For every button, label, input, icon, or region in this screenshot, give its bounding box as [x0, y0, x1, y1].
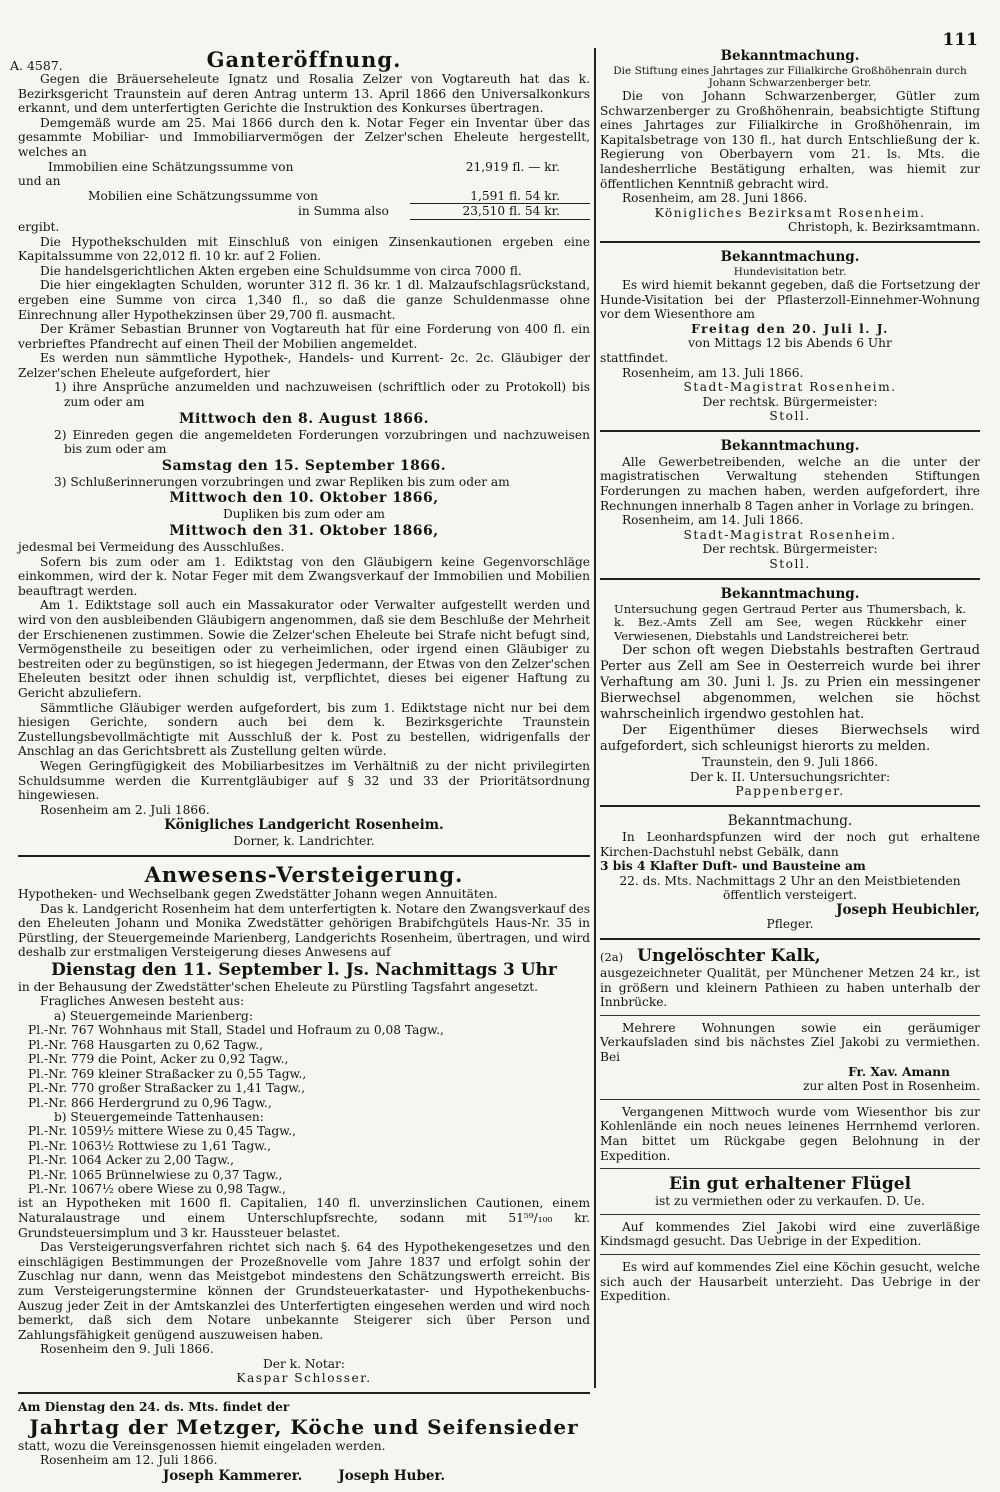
notice-title: Bekanntmachung. — [720, 437, 860, 454]
notice-hundevisitation — [600, 249, 980, 424]
ad-wohnungen — [600, 1021, 980, 1094]
ad-divider — [600, 1099, 980, 1100]
section-divider — [600, 938, 980, 940]
paragraph: ist an Hypotheken mit 1600 fl. Capitalien, 140 fl. unverzinslichen Cautionen, einem Naturalaustrage und einem Unterschlupfsrechte, sodann mit 51⁵⁹/₁₀₀ kr. Grundsteuersimplum und 3 kr. Haussteuer belastet. — [18, 1196, 590, 1240]
paragraph: Der Krämer Sebastian Brunner von Vogtareuth hat für eine Forderung von 400 fl. ein verbrieftes Pfandrecht auf einen Theil der Mobilien angemeldet. — [18, 322, 590, 351]
parcel-item: Pl.-Nr. 1064 Acker zu 2,00 Tagw., — [28, 1153, 234, 1168]
signature: Stoll. — [769, 557, 811, 572]
ad-fluegel — [600, 1174, 980, 1209]
jahrtag-invite: statt, wozu die Vereinsgenossen hiemit eingeladen werden. — [18, 1438, 386, 1453]
paragraph: stattfindet. — [600, 350, 668, 365]
paragraph: Sämmtliche Gläubiger werden aufgefordert, bis zum 1. Ediktstage nicht nur bei dem hiesigen Gerichte, sondern auch bei dem k. Bezirksgerichte Traunstein Zustellungsbevollmächtigte mit Ausschluß der k. Post zu bestellen, widrigenfalls der Anschlag an das Gerichtsbrett als Zustellung gelten würde. — [18, 700, 590, 759]
jahrtag-title: Jahrtag der Metzger, Köche und Seifensieder — [29, 1414, 579, 1439]
ad-kindsmagd — [600, 1220, 980, 1249]
paragraph: Es werden nun sämmtliche Hypothek-, Handels- und Kurrent- 2c. 2c. Gläubiger der Zelzer'schen Eheleute aufgefordert, hier — [18, 351, 590, 380]
signature: Stoll. — [769, 409, 811, 424]
signature: Pappenberger. — [735, 784, 845, 799]
parcel-item: Pl.-Nr. 770 großer Straßacker zu 1,41 Tagw., — [28, 1081, 306, 1096]
paragraph: In Leonhardspfunzen wird der noch gut erhaltene Kirchen-Dachstuhl nebst Gebälk, dann — [600, 829, 980, 859]
office-name: Stadt-Magistrat Rosenheim. — [683, 380, 897, 395]
und-an: und an — [18, 174, 61, 189]
summa-row — [18, 204, 590, 220]
paragraph-bold: 3 bis 4 Klafter Duft- und Bausteine am — [600, 859, 866, 874]
section-divider — [600, 805, 980, 807]
notice-dachstuhl — [600, 813, 980, 932]
notice-gewerbe — [600, 438, 980, 572]
jahrtag-signatures — [18, 1468, 590, 1484]
paragraph: Auf kommendes Ziel Jakobi wird eine zuverläßige Kindsmagd gesucht. Das Uebrige in der Expedition. — [600, 1219, 980, 1249]
parcel-item: Pl.-Nr. 1063½ Rottwiese zu 1,61 Tagw., — [28, 1138, 272, 1153]
notary-role: Der k. Notar: — [263, 1356, 345, 1371]
visitation-date: Freitag den 20. Juli l. J. — [691, 321, 889, 336]
visitation-time: von Mittags 12 bis Abends 6 Uhr — [688, 336, 892, 351]
ad-divider — [600, 1168, 980, 1169]
parcel-item: Pl.-Nr. 767 Wohnhaus mit Stall, Stadel und Hofraum zu 0,08 Tagw., — [28, 1023, 444, 1038]
section-divider — [600, 430, 980, 432]
parcel-item: Pl.-Nr. 769 kleiner Straßacker zu 0,55 Tagw., — [28, 1066, 307, 1081]
immobilien-label: Immobilien eine Schätzungssumme von — [48, 159, 294, 174]
ad-herrnhemd — [600, 1105, 980, 1163]
paragraph: ist zu vermiethen oder zu verkaufen. D. Ue. — [655, 1194, 925, 1209]
paragraph: Fragliches Anwesen besteht aus: — [40, 994, 245, 1009]
subtitle: Hypotheken- und Wechselbank gegen Zwedstätter Johann wegen Annuitäten. — [18, 886, 498, 901]
mobilien-row — [18, 189, 590, 205]
deadline-1: Mittwoch den 8. August 1866. — [178, 410, 430, 427]
location: zur alten Post in Rosenheim. — [803, 1079, 980, 1094]
paragraph: Das k. Landgericht Rosenheim hat dem unterfertigten k. Notare den Zwangsverkauf des den Eheleuten Johann und Monika Zwedstätter gehörigen Brabifchgütels Haus-Nr. 35 in Pürstling, der Steuergemeinde Marienberg, Landgerichts Rosenheim, übertragen, und wird deshalb zur erstmaligen Versteigerung dieses Anwesens auf — [18, 901, 590, 960]
notice-perter — [600, 586, 980, 799]
signature-role: Der rechtsk. Bürgermeister: — [702, 542, 878, 557]
summa-label: in Summa also — [298, 204, 389, 219]
ad-divider — [600, 1254, 980, 1255]
ganteroeffnung-title: Ganteröffnung. — [206, 47, 402, 72]
notice-title: Bekanntmachung. — [720, 48, 860, 64]
ad-title: Ungelöschter Kalk, — [637, 946, 821, 967]
place-date: Rosenheim am 2. Juli 1866. — [40, 802, 210, 817]
parcel-item: Pl.-Nr. 1065 Brünnelwiese zu 0,37 Tagw., — [28, 1167, 283, 1182]
section-divider — [18, 855, 590, 857]
auction-date: Dienstag den 11. September l. Js. Nachmittags 3 Uhr — [51, 959, 557, 980]
signature-role: Der k. II. Untersuchungsrichter: — [689, 769, 891, 784]
ad-mark: (2a) — [600, 950, 624, 965]
anwesens-versteigerung-notice — [18, 863, 590, 1386]
parcel-item: Pl.-Nr. 768 Hausgarten zu 0,62 Tagw., — [28, 1037, 263, 1052]
ad-kalk — [600, 946, 980, 1010]
paragraph: Die hier eingeklagten Schulden, worunter 312 fl. 36 kr. 1 dl. Malzaufschlagsrückstand, ergeben eine Summe von circa 1,340 fl., so daß die ganze Schuldenmasse ohne Einrechnung aller Hypothekzinsen über 29,700 fl. ausmacht. — [18, 278, 590, 322]
section-b: b) Steuergemeinde Tattenhausen: — [54, 1109, 264, 1124]
parcel-list-b — [18, 1124, 590, 1196]
paragraph: Es wird hiemit bekannt gegeben, daß die Fortsetzung der Hunde-Visitation bei der Pflasterzoll-Einnehmer-Wohnung vor dem Wiesenthore am — [600, 277, 980, 322]
summa-value: 23,510 fl. 54 kr. — [410, 204, 590, 220]
right-column — [600, 48, 980, 1304]
court-name: Königliches Landgericht Rosenheim. — [164, 817, 444, 834]
office-name: Stadt-Magistrat Rosenheim. — [683, 527, 897, 542]
signature: Joseph Huber. — [338, 1467, 446, 1484]
ganteroeffnung-notice — [18, 48, 590, 849]
notice-subject: Hundevisitation betr. — [733, 265, 847, 278]
paragraph: Es wird auf kommendes Ziel eine Köchin gesucht, welche sich auch der Hausarbeit unterzieht. Das Uebrige in der Expedition. — [600, 1259, 980, 1304]
notice-title: Bekanntmachung. — [720, 585, 860, 602]
paragraph: Am 1. Ediktstage soll auch ein Massakurator oder Verwalter aufgestellt werden und wird von den ausbleibenden Gläubigern angenommen, daß sie dem Beschluße der Mehrheit der Erschienenen zustimmen. Sowie die Zelzer'schen Eheleute bei Strafe nicht befugt sind, Vermögenstheile zu beseitigen oder zu verheimlichen, oder irgend einen Gläubiger zu bestreiten oder zu begünstigen, so ist hiegegen Jedermann, der Etwas von den Zelzer'schen Eheleuten besitzt oder ihnen schuldig ist, verpflichtet, dieses bei eigener Haftung zu Gericht abzuliefern. — [18, 598, 590, 700]
signature: Christoph, k. Bezirksamtmann. — [788, 220, 980, 235]
section-a: a) Steuergemeinde Marienberg: — [54, 1009, 253, 1024]
item-2: 2) Einreden gegen die angemeldeten Forderungen vorzubringen und nachzuweisen bis zum oder am — [54, 427, 590, 457]
notice-reference-number: A. 4587. — [10, 58, 63, 73]
signature: Joseph Kammerer. — [162, 1467, 303, 1484]
notice-stiftung — [600, 48, 980, 235]
paragraph: Sofern bis zum oder am 1. Ediktstag von den Gläubigern keine Gegenvorschläge einkommen, wird der k. Notar Feger mit dem Zwangsverkauf der Immobilien und Mobilien beauftragt werden. — [18, 554, 590, 598]
place-date: Rosenheim am 12. Juli 1866. — [40, 1453, 218, 1468]
judge-signature: Dorner, k. Landrichter. — [233, 834, 375, 849]
dupliken: Dupliken bis zum oder am — [223, 507, 385, 522]
notice-title: Bekanntmachung. — [727, 812, 853, 829]
ergibt: ergibt. — [18, 219, 60, 234]
signature: Joseph Heubichler, — [836, 901, 980, 918]
parcel-list-a — [18, 1023, 590, 1109]
paragraph: Vergangenen Mittwoch wurde vom Wiesenthor bis zur Kohlenlände ein noch neues leinenes Herrnhemd verloren. Man bittet um Rückgabe gegen Belohnung in der Expedition. — [600, 1104, 980, 1163]
ad-kalk-header — [600, 946, 980, 966]
paragraph: Der schon oft wegen Diebstahls bestraften Gertraud Perter aus Zell am See in Oesterreich wurde bei ihrer Verhaftung am 30. Juni l. Js. zu Prien ein messingener Bierwechsel abgenommen, welchen sie höchst wahrscheinlich irgendwo gestohlen hat. — [600, 643, 980, 723]
deadline-2: Samstag den 15. September 1866. — [161, 457, 447, 474]
item-1: 1) ihre Ansprüche anzumelden und nachzuweisen (schriftlich oder zu Protokoll) bis zum oder am — [54, 380, 590, 410]
notice-subject: Die Stiftung eines Jahrtages zur Filialkirche Großhöhenrain durch Johann Schwarzenberger betr. — [613, 65, 967, 89]
immobilien-value: 21,919 fl. — kr. — [465, 159, 560, 174]
parcel-item: Pl.-Nr. 866 Herdergrund zu 0,96 Tagw., — [28, 1095, 272, 1110]
jahrtag-intro: Am Dienstag den 24. ds. Mts. findet der — [18, 1400, 290, 1415]
deadline-3: Mittwoch den 10. Oktober 1866, — [169, 490, 439, 507]
signature-role: Pfleger. — [766, 917, 814, 932]
left-column — [18, 48, 590, 1484]
jedesmal: jedesmal bei Vermeidung des Ausschlußes. — [18, 540, 285, 555]
place-date: Rosenheim, am 14. Juli 1866. — [622, 513, 804, 528]
deadline-4: Mittwoch den 31. Oktober 1866, — [169, 523, 439, 540]
anwesens-title: Anwesens-Versteigerung. — [144, 861, 464, 887]
place-date: Traunstein, den 9. Juli 1866. — [701, 755, 879, 770]
immobilien-row — [18, 160, 590, 175]
ad-divider — [600, 1214, 980, 1215]
mobilien-value: 1,591 fl. 54 kr. — [410, 189, 590, 205]
notice-title: Bekanntmachung. — [720, 248, 860, 265]
parcel-item: Pl.-Nr. 1067½ obere Wiese zu 0,98 Tagw., — [28, 1181, 286, 1196]
section-divider — [600, 241, 980, 243]
paragraph: Die von Johann Schwarzenberger, Gütler zum Schwarzenberger zu Großhöhenrain, beabsichtigte Stiftung eines Jahrtages zur Filialkirche in Großhöhenrain, im Kapitalsbetrage von 130 fl., hat durch Entschließung der k. Regierung von Oberbayern vom 21. ls. Mts. die landesherrliche Bestätigung erhalten, was hiemit zur öffentlichen Kenntniß gebracht wird. — [600, 89, 980, 191]
parcel-item: Pl.-Nr. 1059½ mittere Wiese zu 0,45 Tagw., — [28, 1124, 296, 1139]
jahrtag-notice — [18, 1400, 590, 1484]
section-divider — [18, 1392, 590, 1394]
item-3: 3) Schlußerinnerungen vorzubringen und zwar Repliken bis zum oder am — [54, 474, 510, 489]
paragraph: Das Versteigerungsverfahren richtet sich nach §. 64 des Hypothekengesetzes und den einschlägigen Bestimmungen der Prozeßnovelle vom Jahre 1837 und erfolgt sohin der Zuschlag nur dann, wenn das Meistgebot mindestens den Schätzungswerth erreicht. Bis zum Versteigerungstermine können der Grundsteuerkataster- und Hypothekenbuchs-Auszug jeder Zeit in der Amtskanzlei des Unterfertigten eingesehen werden und wird noch bemerkt, daß sich dem Notare unbekannte Steigerer sich über Person und Zahlungsfähigkeit genügend auszuweisen haben. — [18, 1240, 590, 1342]
ad-divider — [600, 1015, 980, 1016]
page-number: 111 — [942, 30, 978, 50]
place-date: Rosenheim den 9. Juli 1866. — [40, 1342, 214, 1357]
notary-signature: Kaspar Schlosser. — [236, 1371, 372, 1386]
office-name: Königliches Bezirksamt Rosenheim. — [654, 205, 926, 220]
paragraph: Die handelsgerichtlichen Akten ergeben eine Schuldsumme von circa 7000 fl. — [40, 263, 522, 278]
paragraph: Die Hypothekschulden mit Einschluß von einigen Zinsenkautionen ergeben eine Kapitalssumme von 22,012 fl. 10 kr. auf 2 Folien. — [18, 234, 590, 264]
paragraph: ausgezeichneter Qualität, per Münchener Metzen 24 kr., ist in größern und kleinern Pathieen zu haben unterhalb der Innbrücke. — [600, 966, 980, 1010]
place-date: Rosenheim, am 13. Juli 1866. — [622, 365, 804, 380]
notice-subject: Untersuchung gegen Gertraud Perter aus Thumersbach, k. k. Bez.-Amts Zell am See, wegen Rückkehr einer Verwiesenen, Diebstahls und Landstreicherei betr. — [614, 601, 966, 643]
ad-title: Ein gut erhaltener Flügel — [668, 1174, 912, 1195]
section-divider — [600, 578, 980, 580]
ad-koechin — [600, 1260, 980, 1304]
place-date: Rosenheim, am 28. Juni 1866. — [622, 191, 808, 206]
paragraph: Der Eigenthümer dieses Bierwechsels wird aufgefordert, sich schleunigst hierorts zu melden. — [600, 723, 980, 755]
paragraph: Gegen die Bräuerseheleute Ignatz und Rosalia Zelzer von Vogtareuth hat das k. Bezirksgericht Traunstein auf deren Antrag unterm 13. April 1866 den Universalkonkurs erkannt, und dem unterfertigten Gerichte die Instruktion des Konkurses übertragen. — [18, 72, 590, 116]
parcel-item: Pl.-Nr. 779 die Point, Acker zu 0,92 Tagw., — [28, 1052, 289, 1067]
signature: Fr. Xav. Amann — [848, 1064, 950, 1079]
paragraph: Demgemäß wurde am 25. Mai 1866 durch den k. Notar Feger ein Inventar über das gesammte Mobiliar- und Immobiliarvermögen der Zelzer'schen Eheleute hergestellt, welches an — [18, 115, 590, 159]
paragraph: in der Behausung der Zwedstätter'schen Eheleute zu Pürstling Tagsfahrt angesetzt. — [18, 979, 539, 994]
paragraph: Alle Gewerbetreibenden, welche an die unter der magistratischen Verwaltung stehenden Stiftungen Forderungen zu machen haben, werden aufgefordert, ihre Rechnungen innerhalb 8 Tagen anher in Vorlage zu bringen. — [600, 454, 980, 513]
paragraph: Wegen Geringfügigkeit des Mobiliarbesitzes im Verhältniß zu der nicht privilegirten Schuldsumme werden die Kurrentgläubiger auf § 32 und 33 der Prioritätsordnung hingewiesen. — [18, 758, 590, 803]
column-divider — [594, 48, 596, 1388]
mobilien-label: Mobilien eine Schätzungssumme von — [88, 188, 319, 203]
paragraph: 22. ds. Mts. Nachmittags 2 Uhr an den Meistbietenden öffentlich versteigert. — [619, 873, 961, 903]
signature-role: Der rechtsk. Bürgermeister: — [702, 394, 878, 409]
paragraph: Mehrere Wohnungen sowie ein geräumiger Verkaufsladen sind bis nächstes Ziel Jakobi zu vermiethen. Bei — [600, 1020, 980, 1065]
